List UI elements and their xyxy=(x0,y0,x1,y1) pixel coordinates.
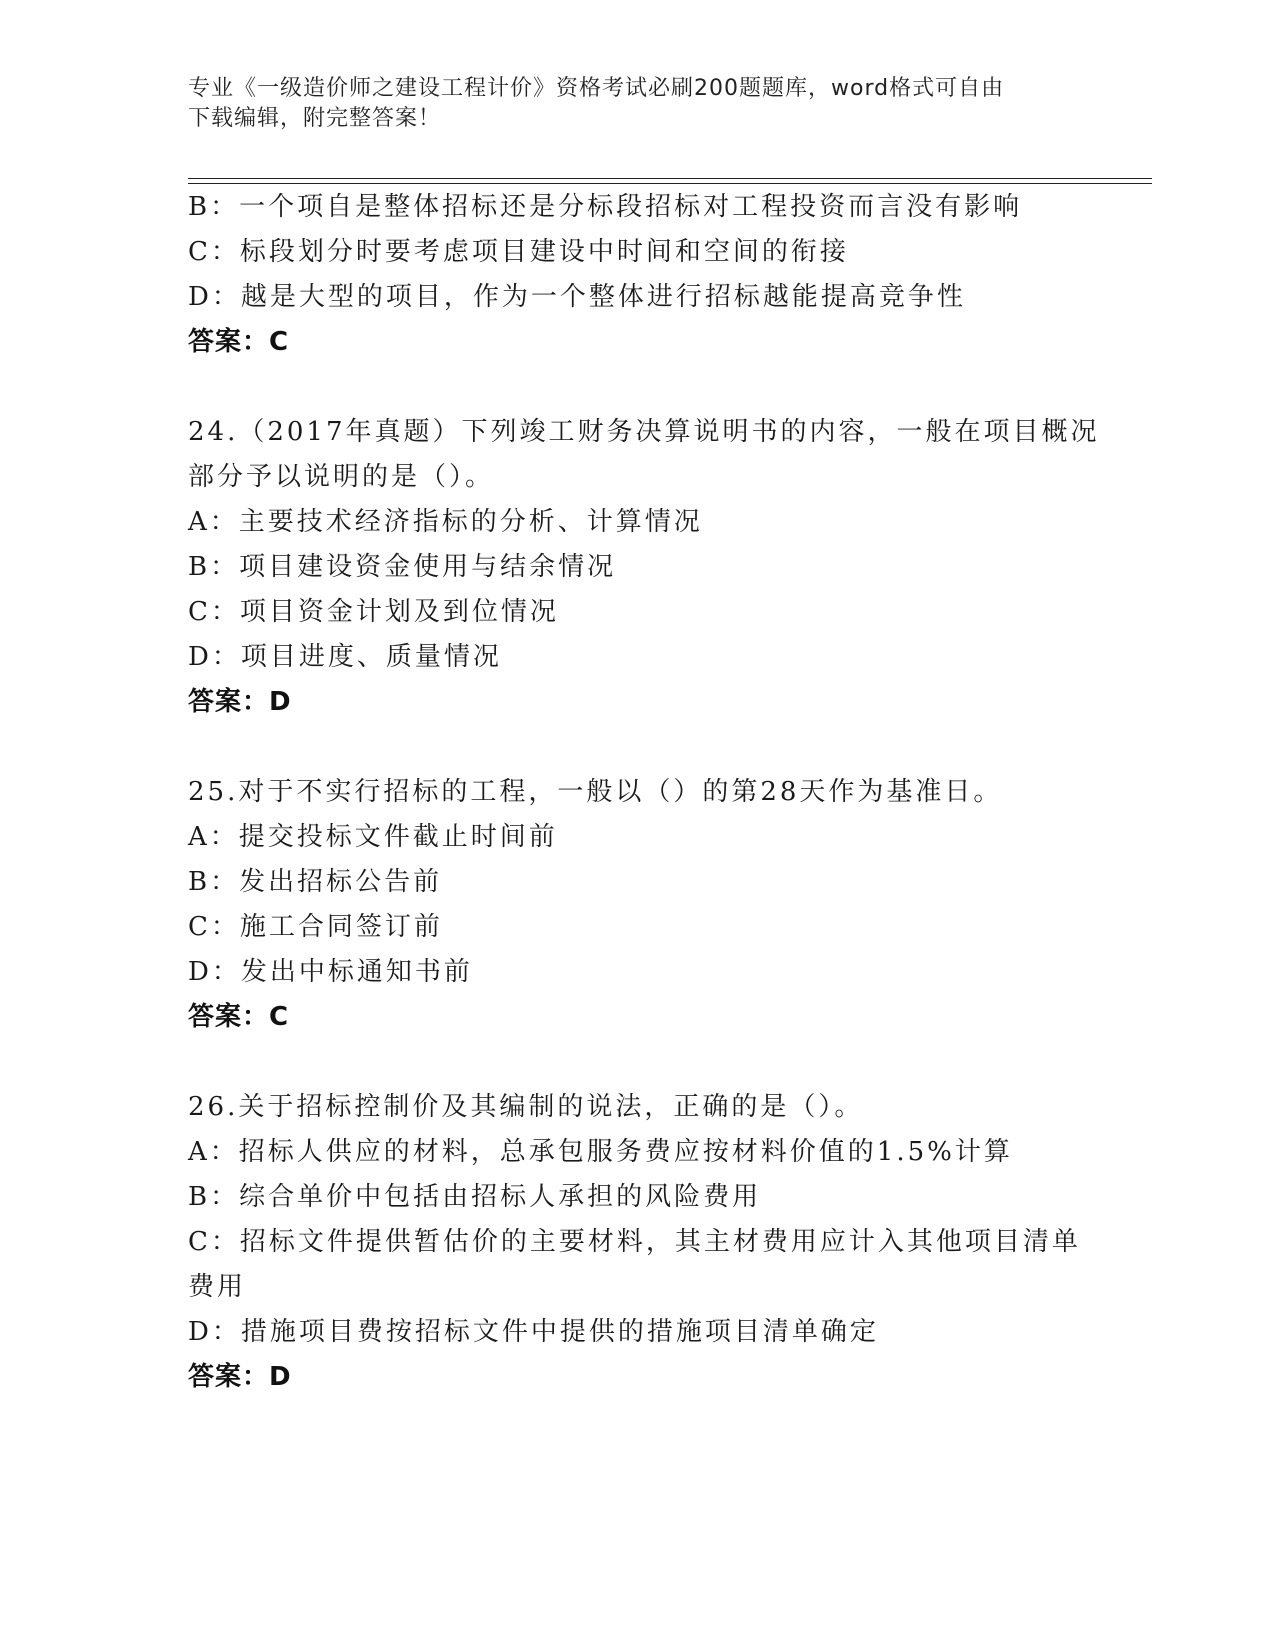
q24-answer: 答案：D xyxy=(188,687,292,717)
q24-option-b: B：项目建设资金使用与结余情况 xyxy=(188,552,617,582)
q25-stem-line-1: 25.对于不实行招标的工程，一般以（）的第28天作为基准日。 xyxy=(188,777,1003,807)
header-rule-top xyxy=(188,178,1152,179)
prev-answer: 答案：C xyxy=(188,327,290,357)
q24-stem-line-2: 部分予以说明的是（）。 xyxy=(188,462,495,492)
header-line-1: 专业《一级造价师之建设工程计价》资格考试必刷200题题库，word格式可自由 xyxy=(188,76,1005,101)
q26-option-b: B：综合单价中包括由招标人承担的风险费用 xyxy=(188,1182,762,1212)
q25-option-c: C：施工合同签订前 xyxy=(188,912,443,942)
q26-answer: 答案：D xyxy=(188,1362,292,1392)
q26-option-c-line-2: 费用 xyxy=(188,1272,247,1302)
prev-option-b: B：一个项自是整体招标还是分标段招标对工程投资而言没有影响 xyxy=(188,192,1023,222)
prev-option-d: D：越是大型的项目，作为一个整体进行招标越能提高竞争性 xyxy=(188,282,966,312)
q26-option-a: A：招标人供应的材料，总承包服务费应按材料价值的1.5%计算 xyxy=(188,1137,1013,1167)
header-line-2: 下载编辑，附完整答案！ xyxy=(188,106,442,131)
q25-answer: 答案：C xyxy=(188,1002,290,1032)
q25-option-b: B：发出招标公告前 xyxy=(188,867,443,897)
q24-stem-line-1: 24.（2017年真题）下列竣工财务决算说明书的内容，一般在项目概况 xyxy=(188,417,1100,447)
header-rule-bottom xyxy=(188,183,1152,184)
q24-option-c: C：项目资金计划及到位情况 xyxy=(188,597,559,627)
q26-option-d: D：措施项目费按招标文件中提供的措施项目清单确定 xyxy=(188,1317,879,1347)
q24-option-a: A：主要技术经济指标的分析、计算情况 xyxy=(188,507,703,537)
q24-option-d: D：项目进度、质量情况 xyxy=(188,642,502,672)
q26-stem-line-1: 26.关于招标控制价及其编制的说法，正确的是（）。 xyxy=(188,1092,864,1122)
q25-option-a: A：提交投标文件截止时间前 xyxy=(188,822,558,852)
q25-option-d: D：发出中标通知书前 xyxy=(188,957,473,987)
q26-option-c-line-1: C：招标文件提供暂估价的主要材料，其主材费用应计入其他项目清单 xyxy=(188,1227,1081,1257)
prev-option-c: C：标段划分时要考虑项目建设中时间和空间的衔接 xyxy=(188,237,849,267)
document-header xyxy=(188,74,1068,134)
